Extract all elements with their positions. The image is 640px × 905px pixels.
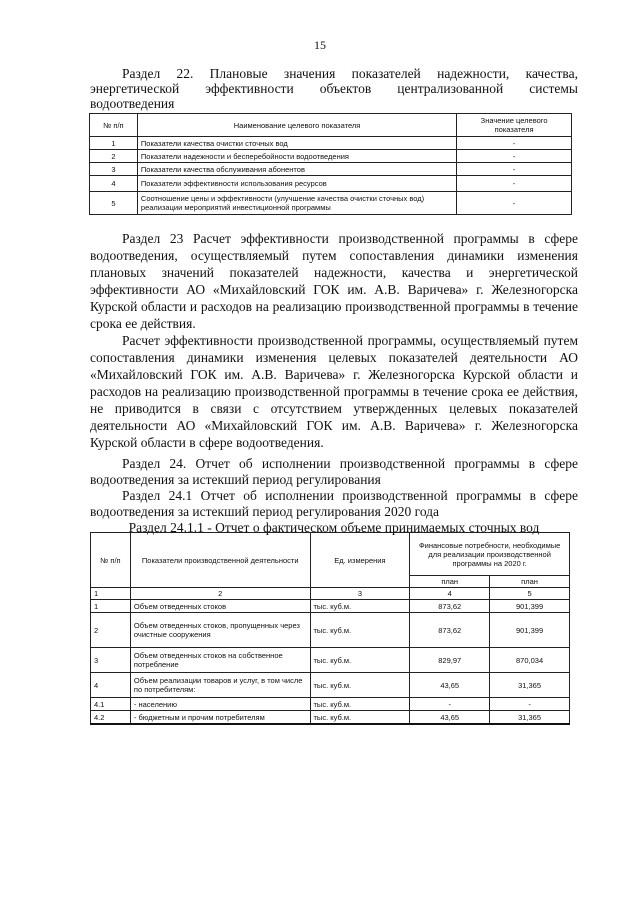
row-indicator-value: - bbox=[457, 192, 572, 215]
row-number: 4.2 bbox=[91, 711, 131, 725]
column-number: 3 bbox=[310, 588, 410, 600]
row-unit: тыс. куб.м. bbox=[310, 698, 410, 711]
row-value-plan: 31,365 bbox=[490, 673, 570, 698]
row-activity: - населению bbox=[130, 698, 310, 711]
row-activity: Объем отведенных стоков bbox=[130, 600, 310, 613]
row-value-plan: 829,97 bbox=[410, 648, 490, 673]
table-row bbox=[90, 176, 572, 192]
row-number: 5 bbox=[90, 192, 138, 215]
column-number: 1 bbox=[91, 588, 131, 600]
row-indicator-value: - bbox=[457, 137, 572, 150]
col-header-number: № п/п bbox=[91, 533, 131, 588]
col-header-activity: Показатели производственной деятельности bbox=[130, 533, 310, 588]
col-header-plan: план bbox=[410, 576, 490, 588]
row-value-plan: - bbox=[410, 698, 490, 711]
row-number: 2 bbox=[90, 150, 138, 163]
section-24-paragraph-1: Раздел 24. Отчет об исполнении производственной программы в сфере водоотведения за истекший период регулирования bbox=[90, 456, 578, 487]
section-23-paragraph-1: Раздел 23 Расчет эффективности производственной программы в сфере водоотведения, осуществляемый путем сопоставления динамики изменения плановых значений показателей надежности, качества и энергетической эффективности АО «Михайловский ГОК им. А.В. Варичева» г. Железногорска Курской области и расходов на реализацию производственной программы в течение срока ее действия. bbox=[90, 231, 578, 331]
row-number: 4.1 bbox=[91, 698, 131, 711]
table-row bbox=[91, 613, 570, 648]
col-header-unit: Ед. измерения bbox=[310, 533, 410, 588]
section-24 bbox=[90, 456, 578, 536]
row-value-plan: 901,399 bbox=[490, 613, 570, 648]
row-value-plan: 43,65 bbox=[410, 711, 490, 725]
section-23-paragraph-2: Расчет эффективности производственной программы, осуществляемый путем сопоставления динамики изменения целевых показателей деятельности АО «Михайловский ГОК им. А.В. Варичева» г. Железногорска Курской области и расходов на реализацию производственной программы в течение срока ее действия, не приводится в связи с отсутствием утвержденных целевых показателей деятельности АО «Михайловский ГОК им. А.В. Варичева» г. Железногорска Курской области в сфере водоотведения. bbox=[90, 333, 578, 450]
row-unit: тыс. куб.м. bbox=[310, 711, 410, 725]
section-24-1-1-title: Раздел 24.1.1 - Отчет о фактическом объеме принимаемых сточных вод bbox=[128, 520, 540, 535]
row-number: 3 bbox=[90, 163, 138, 176]
col-header-plan: план bbox=[490, 576, 570, 588]
table-row bbox=[90, 163, 572, 176]
section-22-heading-line-1: Раздел 22. Плановые значения показателей надежности, качества, bbox=[122, 66, 578, 81]
table-row bbox=[90, 137, 572, 150]
table-row bbox=[90, 192, 572, 215]
row-value-plan: 870,034 bbox=[490, 648, 570, 673]
table-row bbox=[90, 150, 572, 163]
row-indicator-value: - bbox=[457, 176, 572, 192]
row-indicator-name: Показатели качества очистки сточных вод bbox=[137, 137, 456, 150]
row-indicator-name: Показатели качества обслуживания абонентов bbox=[137, 163, 456, 176]
wastewater-volume-report-table bbox=[90, 532, 570, 725]
col-header-indicator-name: Наименование целевого показателя bbox=[137, 114, 456, 137]
section-24-1-paragraph: Раздел 24.1 Отчет об исполнении производственной программы в сфере водоотведения за истекший период регулирования 2020 года bbox=[90, 488, 578, 519]
col-header-number: № п/п bbox=[90, 114, 138, 137]
table-row bbox=[91, 711, 570, 725]
column-number: 2 bbox=[130, 588, 310, 600]
row-unit: тыс. куб.м. bbox=[310, 648, 410, 673]
section-22-heading bbox=[90, 66, 578, 111]
row-value-plan: 31,365 bbox=[490, 711, 570, 725]
section-22-heading-line-3: водоотведения bbox=[90, 96, 175, 111]
row-unit: тыс. куб.м. bbox=[310, 613, 410, 648]
page-number: 15 bbox=[314, 38, 326, 52]
row-indicator-name: Показатели надежности и бесперебойности водоотведения bbox=[137, 150, 456, 163]
row-indicator-value: - bbox=[457, 150, 572, 163]
column-number: 5 bbox=[490, 588, 570, 600]
column-number-row bbox=[91, 588, 570, 600]
row-number: 1 bbox=[91, 600, 131, 613]
row-number: 4 bbox=[90, 176, 138, 192]
row-indicator-name: Соотношение цены и эффективности (улучшение качества очистки сточных вод) реализации мероприятий инвестиционной программы bbox=[137, 192, 456, 215]
row-indicator-name: Показатели эффективности использования ресурсов bbox=[137, 176, 456, 192]
row-activity: - бюджетным и прочим потребителям bbox=[130, 711, 310, 725]
row-number: 3 bbox=[91, 648, 131, 673]
row-number: 4 bbox=[91, 673, 131, 698]
table-row bbox=[91, 673, 570, 698]
row-activity: Объем реализации товаров и услуг, в том числе по потребителям: bbox=[130, 673, 310, 698]
row-unit: тыс. куб.м. bbox=[310, 673, 410, 698]
row-value-plan: 873,62 bbox=[410, 600, 490, 613]
row-value-plan: - bbox=[490, 698, 570, 711]
row-value-plan: 901,399 bbox=[490, 600, 570, 613]
row-value-plan: 43,65 bbox=[410, 673, 490, 698]
table-row bbox=[91, 648, 570, 673]
column-number: 4 bbox=[410, 588, 490, 600]
table-row bbox=[91, 698, 570, 711]
row-number: 1 bbox=[90, 137, 138, 150]
table-row bbox=[91, 600, 570, 613]
row-indicator-value: - bbox=[457, 163, 572, 176]
section-23 bbox=[90, 230, 578, 451]
col-header-indicator-value: Значение целевого показателя bbox=[457, 114, 572, 137]
target-indicators-table bbox=[89, 113, 572, 215]
col-header-financial-needs: Финансовые потребности, необходимые для реализации производственной программы на 2020 г. bbox=[410, 533, 570, 576]
row-activity: Объем отведенных стоков на собственное потребление bbox=[130, 648, 310, 673]
row-unit: тыс. куб.м. bbox=[310, 600, 410, 613]
row-activity: Объем отведенных стоков, пропущенных через очистные сооружения bbox=[130, 613, 310, 648]
section-22-heading-line-2: энергетической эффективности объектов централизованной системы bbox=[90, 81, 578, 96]
row-number: 2 bbox=[91, 613, 131, 648]
row-value-plan: 873,62 bbox=[410, 613, 490, 648]
